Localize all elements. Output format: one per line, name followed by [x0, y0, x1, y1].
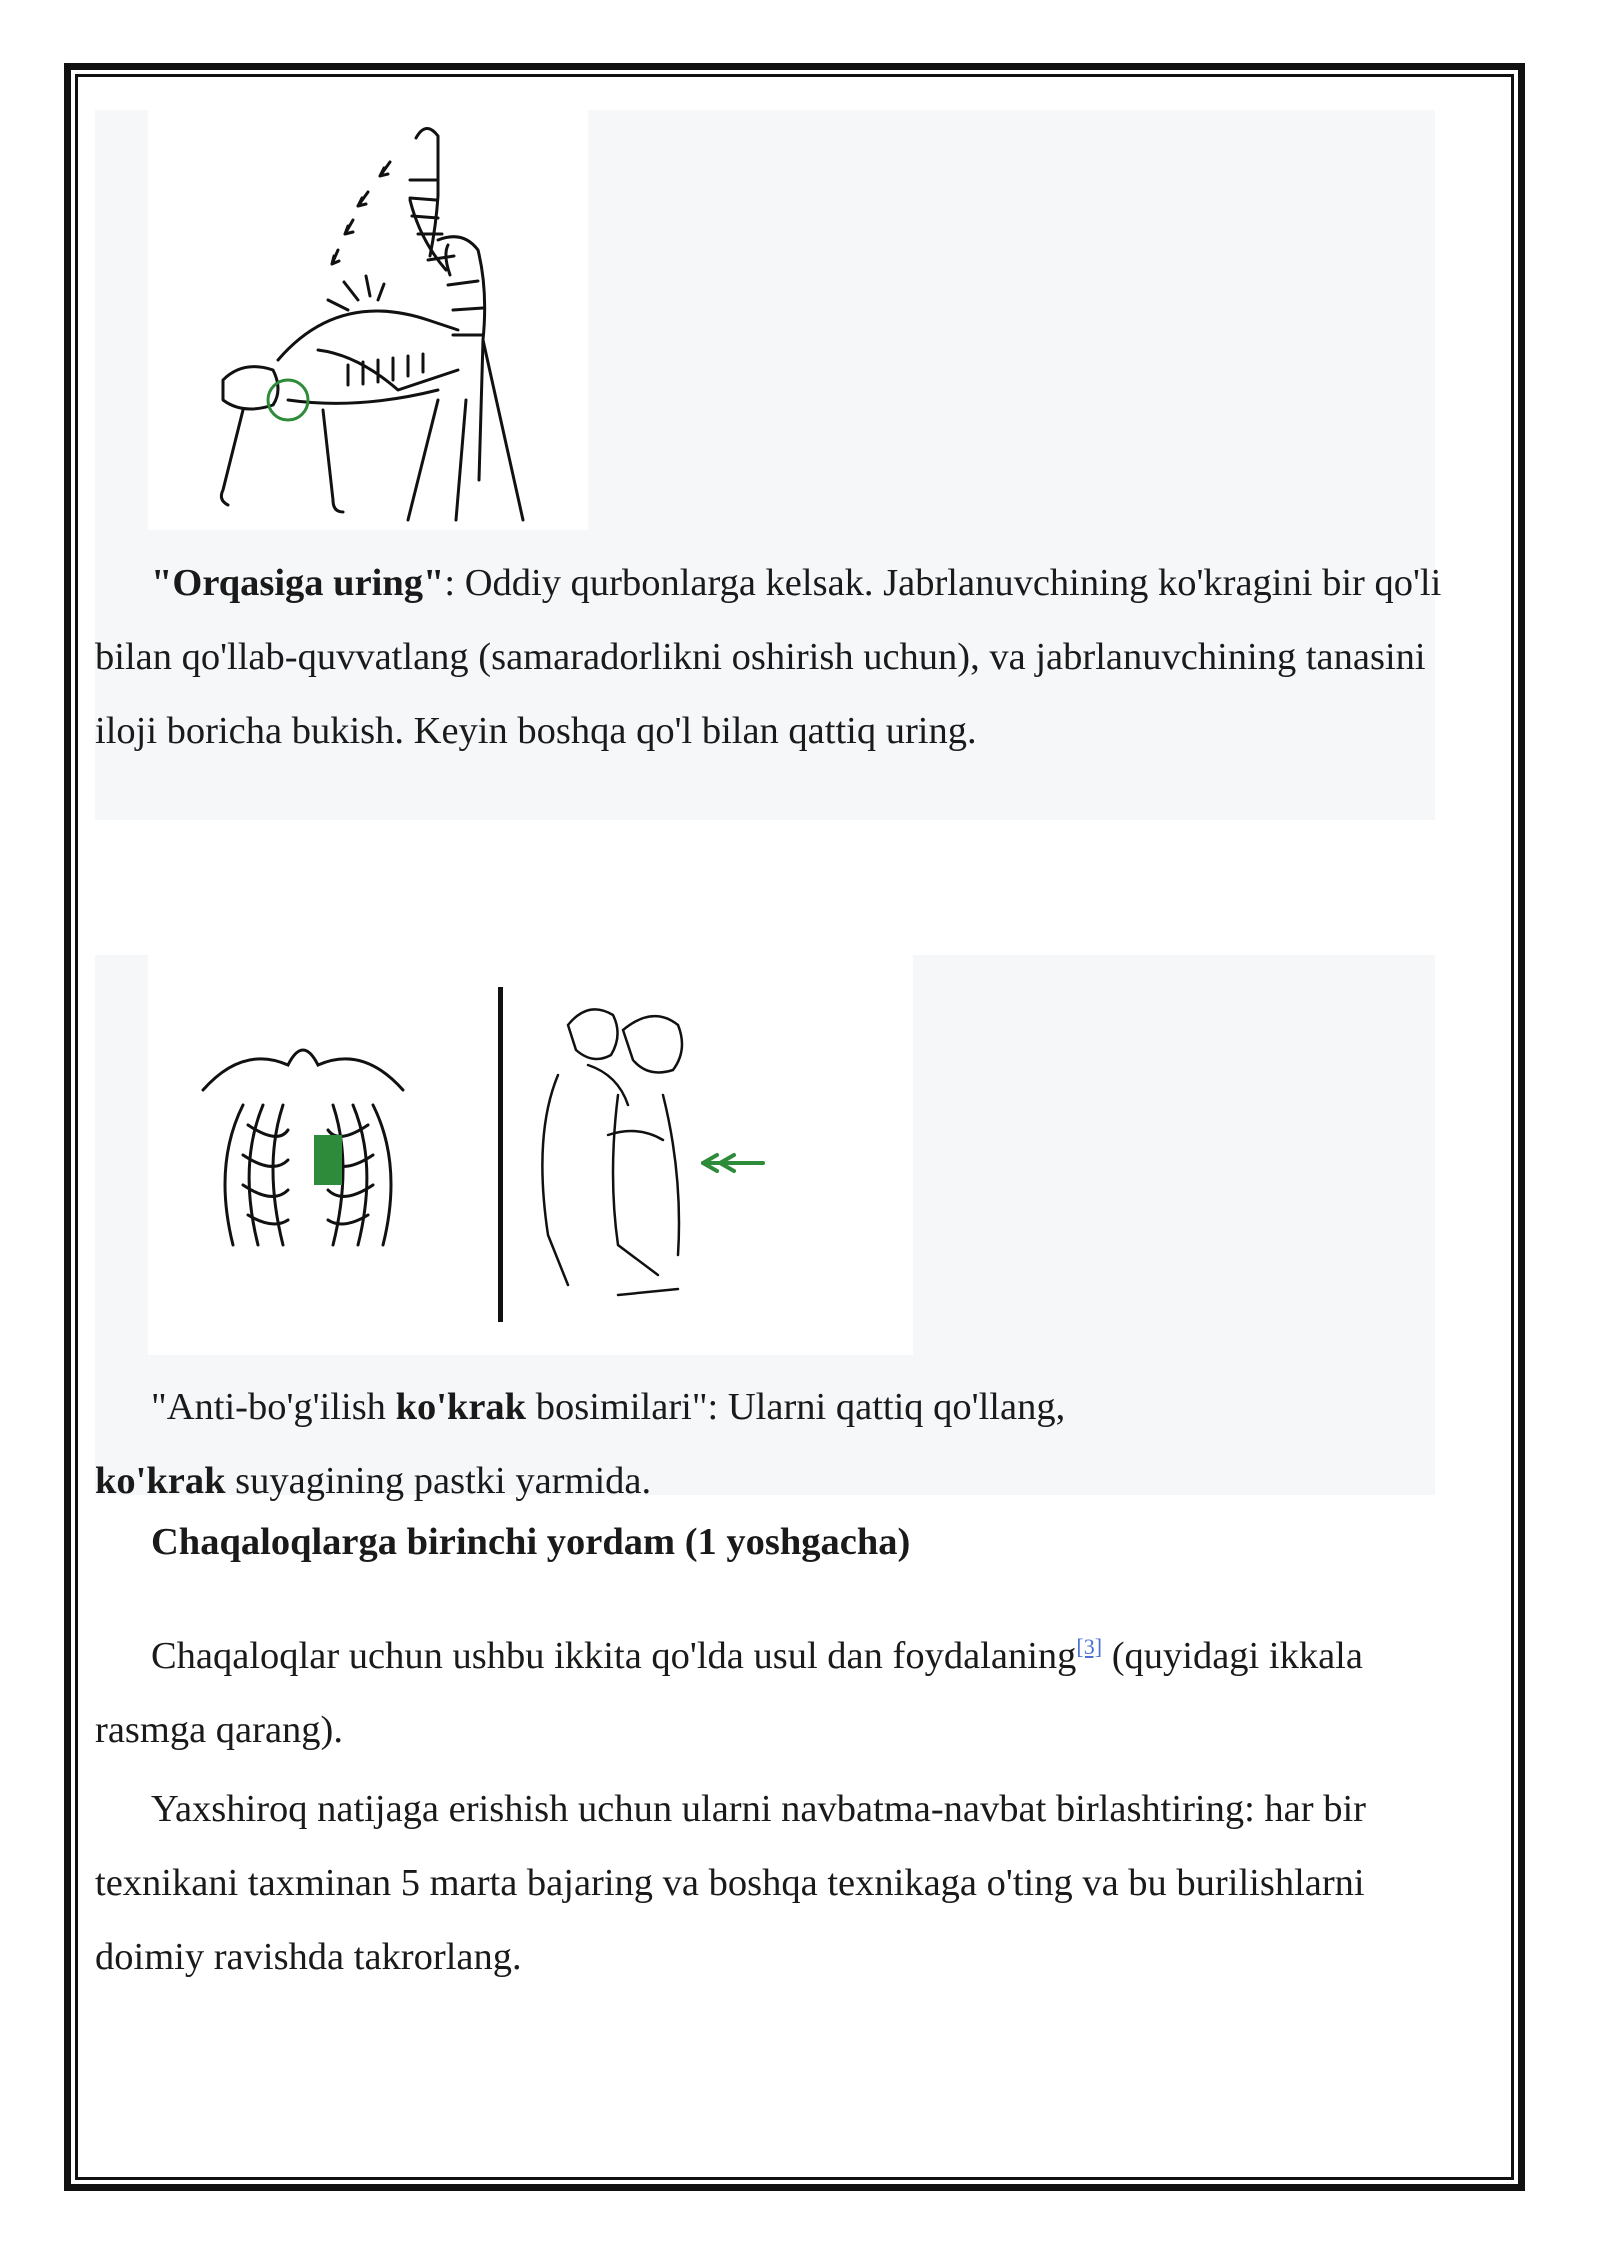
back-blows-drawing	[148, 110, 588, 530]
back-blows-title: "Orqasiga uring"	[151, 562, 445, 604]
section-heading: Chaqaloqlarga birinchi yordam (1 yoshgacha)	[151, 1521, 911, 1563]
alternate-paragraph	[95, 1772, 1445, 1994]
chest-thrusts-illustration	[148, 955, 913, 1355]
chest-thrusts-bold-1: ko'krak	[395, 1386, 527, 1428]
back-blows-illustration	[148, 110, 588, 530]
infant-text-1: Chaqaloqlar uchun ushbu ikkita qo'lda usul dan foydalaning	[151, 1634, 1077, 1677]
back-blows-paragraph	[95, 546, 1445, 768]
back-blows-text: : Oddiy qurbonlarga kelsak. Jabrlanuvchining ko'kragini bir qo'li bilan qo'llab-quvvatlang (samaradorlikni oshirish uchun), va jabrlanuvchining tanasini iloji boricha bukish. Keyin boshqa qo'l bilan qattiq uring.	[95, 562, 1442, 752]
infant-paragraph	[95, 1610, 1445, 1767]
chest-thrusts-text-1: "Anti-bo'g'ilish	[151, 1386, 396, 1428]
chest-thrusts-bold-2: ko'krak	[95, 1460, 226, 1502]
thrust-arrow-icon	[703, 1155, 763, 1171]
chest-thrusts-drawing	[148, 955, 913, 1355]
infant-text-2: (quyidagi ikkala rasmga qarang).	[95, 1634, 1363, 1751]
citation-link[interactable]: [3]	[1076, 1634, 1103, 1659]
chest-thrusts-text-3: suyagining pastki yarmida.	[225, 1460, 652, 1502]
alternate-text: Yaxshiroq natijaga erishish uchun ularni navbatma-navbat birlashtiring: har bir texnikani taxminan 5 marta bajaring va boshqa texnikaga o'ting va bu burilishlarni doimiy ravishda takrorlang.	[95, 1788, 1366, 1978]
chest-thrusts-text-2: bosimilari": Ularni qattiq qo'llang,	[526, 1386, 1066, 1428]
sternum-highlight	[314, 1135, 342, 1185]
illustration-divider	[498, 987, 503, 1322]
chest-thrusts-paragraph	[95, 1370, 1095, 1518]
